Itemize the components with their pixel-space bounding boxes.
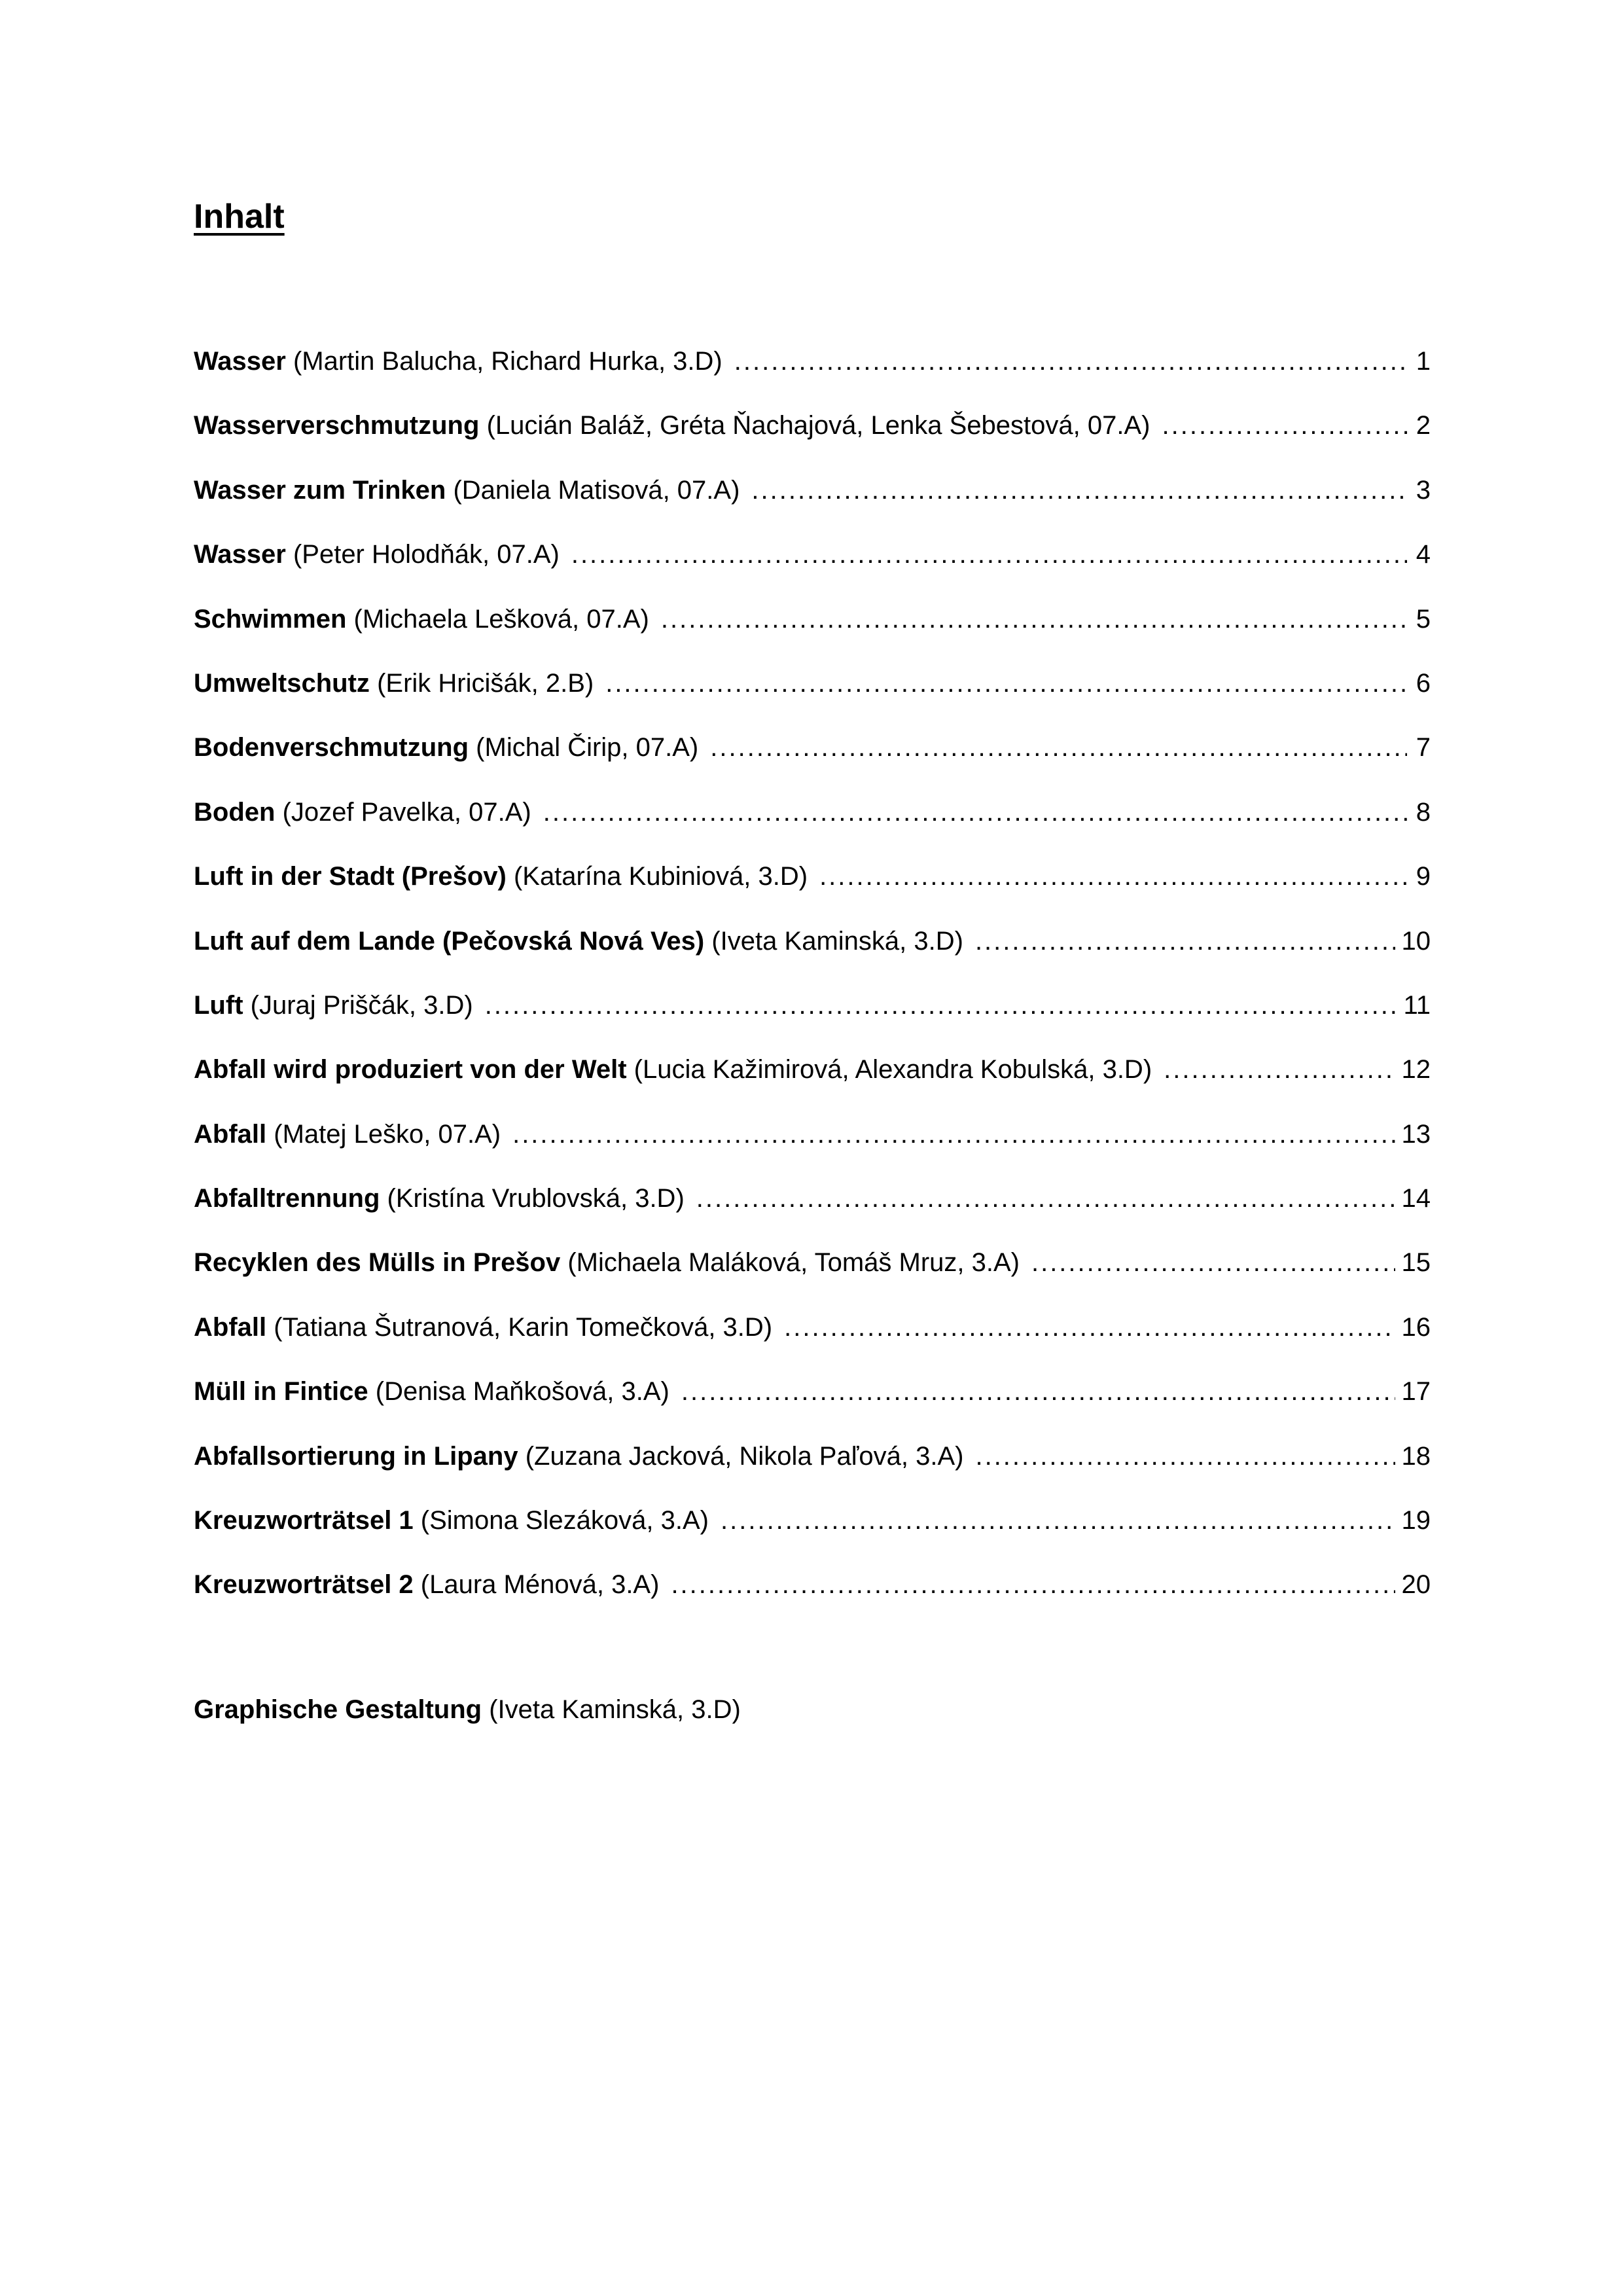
credit-authors: (Iveta Kaminská, 3.D) — [489, 1695, 741, 1724]
toc-entry — [194, 1113, 1431, 1177]
entry-title: Wasser — [194, 540, 286, 569]
entry-title: Luft — [194, 990, 243, 1020]
entry-authors: (Matej Leško, 07.A) — [274, 1119, 501, 1149]
dot-leader — [671, 1564, 1395, 1605]
dot-leader — [1162, 404, 1408, 446]
credit-title: Graphische Gestaltung — [194, 1695, 482, 1724]
entry-title: Recyklen des Mülls in Prešov — [194, 1248, 561, 1278]
entry-title: Bodenverschmutzung — [194, 733, 469, 762]
toc-entry — [194, 1306, 1431, 1371]
entry-title: Luft in der Stadt (Prešov) — [194, 862, 507, 891]
entry-authors: (Jozef Pavelka, 07.A) — [282, 797, 531, 827]
entry-page-number: 19 — [1401, 1506, 1431, 1535]
entry-title: Müll in Fintice — [194, 1377, 368, 1407]
entry-title: Kreuzworträtsel 1 — [194, 1506, 414, 1535]
entry-page-number: 4 — [1416, 540, 1431, 569]
dot-leader — [819, 855, 1407, 897]
entry-page-number: 9 — [1416, 862, 1431, 891]
dot-leader — [512, 1113, 1395, 1155]
entry-title: Wasserverschmutzung — [194, 411, 480, 440]
toc-entry — [194, 340, 1431, 404]
entry-authors: (Tatiana Šutranová, Karin Tomečková, 3.D) — [274, 1312, 773, 1342]
entry-page-number: 2 — [1416, 411, 1431, 440]
entry-title: Abfall wird produziert von der Welt — [194, 1055, 627, 1085]
dot-leader — [784, 1306, 1395, 1348]
entry-authors: (Simona Slezáková, 3.A) — [420, 1506, 709, 1535]
entry-title: Luft auf dem Lande (Pečovská Nová Ves) — [194, 926, 705, 956]
toc-entry — [194, 1242, 1431, 1306]
entry-title: Boden — [194, 797, 276, 827]
entry-authors: (Daniela Matisová, 07.A) — [453, 475, 740, 505]
entry-page-number: 18 — [1401, 1441, 1431, 1471]
entry-authors: (Lucián Baláž, Gréta Ňachajová, Lenka Šebestová, 07.A) — [486, 411, 1150, 440]
entry-page-number: 3 — [1416, 475, 1431, 505]
dot-leader — [734, 340, 1407, 382]
dot-leader — [975, 920, 1395, 962]
entry-page-number: 10 — [1401, 926, 1431, 956]
entry-title: Abfall — [194, 1119, 267, 1149]
page-title: Inhalt — [194, 198, 285, 236]
entry-authors: (Martin Balucha, Richard Hurka, 3.D) — [293, 347, 722, 376]
entry-title: Abfallsortierung in Lipany — [194, 1441, 518, 1471]
dot-leader — [751, 469, 1407, 511]
entry-page-number: 12 — [1401, 1055, 1431, 1085]
entry-page-number: 13 — [1401, 1119, 1431, 1149]
dot-leader — [1164, 1049, 1395, 1090]
toc-entry — [194, 791, 1431, 855]
entry-authors: (Denisa Maňkošová, 3.A) — [375, 1377, 669, 1407]
entry-title: Wasser zum Trinken — [194, 475, 446, 505]
entry-authors: (Kristína Vrublovská, 3.D) — [387, 1184, 685, 1213]
entry-page-number: 5 — [1416, 604, 1431, 634]
entry-authors: (Michal Čirip, 07.A) — [476, 733, 699, 762]
toc-entry — [194, 469, 1431, 533]
entry-authors: (Katarína Kubiniová, 3.D) — [513, 862, 808, 891]
entry-authors: (Michaela Maláková, Tomáš Mruz, 3.A) — [567, 1248, 1020, 1278]
dot-leader — [1031, 1242, 1395, 1283]
entry-title: Kreuzworträtsel 2 — [194, 1570, 414, 1600]
toc-entry — [194, 662, 1431, 726]
toc-entry — [194, 726, 1431, 791]
entry-authors: (Lucia Kažimirová, Alexandra Kobulská, 3.D) — [633, 1055, 1152, 1085]
entry-title: Umweltschutz — [194, 668, 370, 698]
dot-leader — [975, 1435, 1395, 1477]
entry-page-number: 16 — [1401, 1312, 1431, 1342]
entry-page-number: 14 — [1401, 1184, 1431, 1213]
toc-entry — [194, 1371, 1431, 1435]
dot-leader — [485, 984, 1397, 1026]
toc-entry — [194, 1177, 1431, 1242]
entry-title: Abfalltrennung — [194, 1184, 380, 1213]
entry-authors: (Iveta Kaminská, 3.D) — [711, 926, 963, 956]
toc-entry — [194, 1435, 1431, 1499]
entry-page-number: 7 — [1416, 733, 1431, 762]
entry-authors: (Laura Ménová, 3.A) — [420, 1570, 660, 1600]
entry-authors: (Michaela Lešková, 07.A) — [353, 604, 649, 634]
dot-leader — [681, 1371, 1395, 1412]
entry-title: Abfall — [194, 1312, 267, 1342]
toc-entry — [194, 1049, 1431, 1113]
entry-page-number: 11 — [1403, 990, 1431, 1020]
entry-page-number: 1 — [1416, 347, 1431, 376]
entry-page-number: 6 — [1416, 668, 1431, 698]
toc-entry — [194, 920, 1431, 984]
dot-leader — [571, 533, 1407, 575]
design-credit — [194, 1689, 741, 1731]
toc-entry — [194, 855, 1431, 920]
dot-leader — [605, 662, 1407, 704]
toc-entry — [194, 1564, 1431, 1628]
entry-authors: (Juraj Priščák, 3.D) — [250, 990, 473, 1020]
toc-entry — [194, 1499, 1431, 1564]
entry-authors: (Peter Holodňák, 07.A) — [293, 540, 560, 569]
dot-leader — [721, 1499, 1395, 1541]
entry-authors: (Zuzana Jacková, Nikola Paľová, 3.A) — [525, 1441, 964, 1471]
dot-leader — [543, 791, 1407, 833]
toc-entry — [194, 533, 1431, 598]
toc-entry — [194, 598, 1431, 662]
dot-leader — [696, 1177, 1395, 1219]
entry-page-number: 8 — [1416, 797, 1431, 827]
dot-leader — [661, 598, 1407, 640]
entry-page-number: 15 — [1401, 1248, 1431, 1278]
table-of-contents — [194, 340, 1431, 1628]
toc-entry — [194, 984, 1431, 1049]
dot-leader — [710, 726, 1407, 768]
entry-authors: (Erik Hricišák, 2.B) — [377, 668, 594, 698]
entry-page-number: 20 — [1401, 1570, 1431, 1600]
entry-title: Wasser — [194, 347, 286, 376]
entry-title: Schwimmen — [194, 604, 347, 634]
entry-page-number: 17 — [1401, 1377, 1431, 1407]
toc-entry — [194, 404, 1431, 469]
